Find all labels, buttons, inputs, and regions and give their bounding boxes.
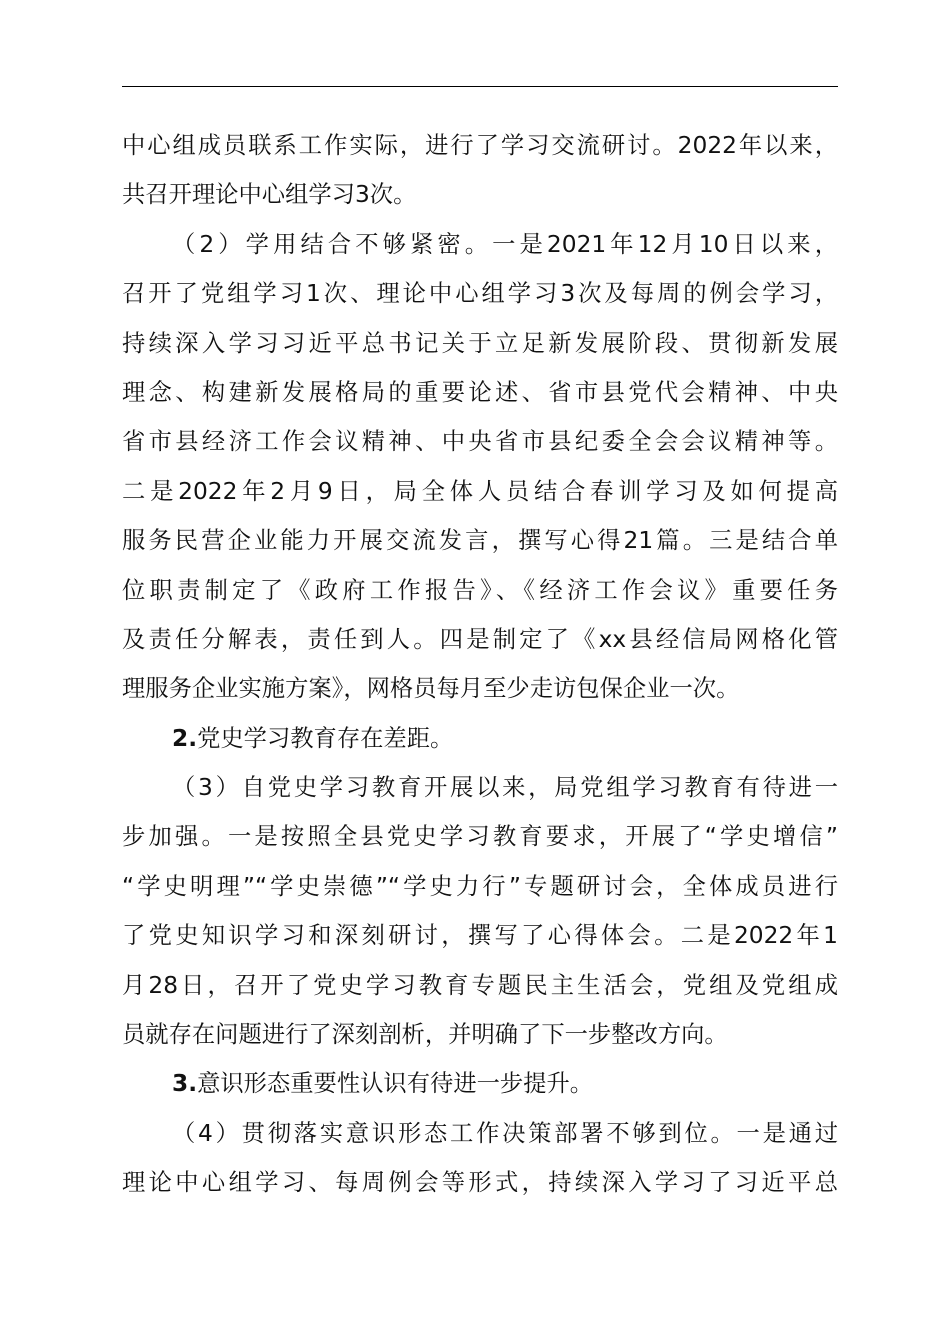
text-line: 理服务企业实施方案》，网格员每月至少走访包保企业一次。 bbox=[122, 675, 740, 703]
section-heading-2 bbox=[122, 714, 838, 763]
text-line: 月28日，召开了党史学习教育专题民主生活会，党组及党组成 bbox=[122, 971, 838, 999]
text-line: 召开了党组学习1次、理论中心组学习3次及每周的例会学习， bbox=[122, 280, 838, 308]
section-heading-3 bbox=[122, 1059, 838, 1108]
heading-text: 意识形态重要性认识有待进一步提升。 bbox=[197, 1070, 594, 1098]
heading-text: 党史学习教育存在差距。 bbox=[197, 724, 454, 752]
text-line: 理念、构建新发展格局的重要论述、省市县党代会精神、中央 bbox=[122, 378, 838, 406]
text-line: 员就存在问题进行了深刻剖析，并明确了下一步整改方向。 bbox=[122, 1021, 728, 1049]
document-body bbox=[122, 121, 838, 1208]
text-line: 步加强。一是按照全县党史学习教育要求，开展了“学史增信” bbox=[122, 823, 838, 851]
text-line: 省市县经济工作会议精神、中央省市县纪委全会会议精神等。 bbox=[122, 428, 838, 456]
text-line: “学史明理”“学史崇德”“学史力行”专题研讨会，全体成员进行 bbox=[122, 872, 838, 900]
header-rule bbox=[122, 86, 838, 87]
text-line: 中心组成员联系工作实际，进行了学习交流研讨。2022年以来， bbox=[122, 132, 838, 159]
text-line: 持续深入学习习近平总书记关于立足新发展阶段、贯彻新发展 bbox=[122, 329, 838, 357]
text-line: 位职责制定了《政府工作报告》、《经济工作会议》重要任务 bbox=[122, 576, 838, 604]
text-line: 服务民营企业能力开展交流发言，撰写心得21篇。三是结合单 bbox=[122, 527, 838, 555]
text-line: 共召开理论中心组学习3次。 bbox=[122, 181, 417, 209]
heading-number: 3. bbox=[172, 1070, 198, 1098]
paragraph-start-line: （2）学用结合不够紧密。一是2021年12月10日以来， bbox=[172, 230, 838, 258]
paragraph-start-line: （4）贯彻落实意识形态工作决策部署不够到位。一是通过 bbox=[172, 1119, 838, 1147]
text-line: 及责任分解表，责任到人。四是制定了《xx县经信局网格化管 bbox=[122, 625, 838, 653]
text-line: 二是2022年2月9日，局全体人员结合春训学习及如何提高 bbox=[122, 477, 838, 505]
paragraph-start-line: （3）自党史学习教育开展以来，局党组学习教育有待进一 bbox=[172, 774, 838, 802]
text-line: 了党史知识学习和深刻研讨，撰写了心得体会。二是2022年1 bbox=[122, 922, 838, 950]
heading-number: 2. bbox=[172, 724, 198, 752]
text-line: 理论中心组学习、每周例会等形式，持续深入学习了习近平总 bbox=[122, 1169, 838, 1197]
